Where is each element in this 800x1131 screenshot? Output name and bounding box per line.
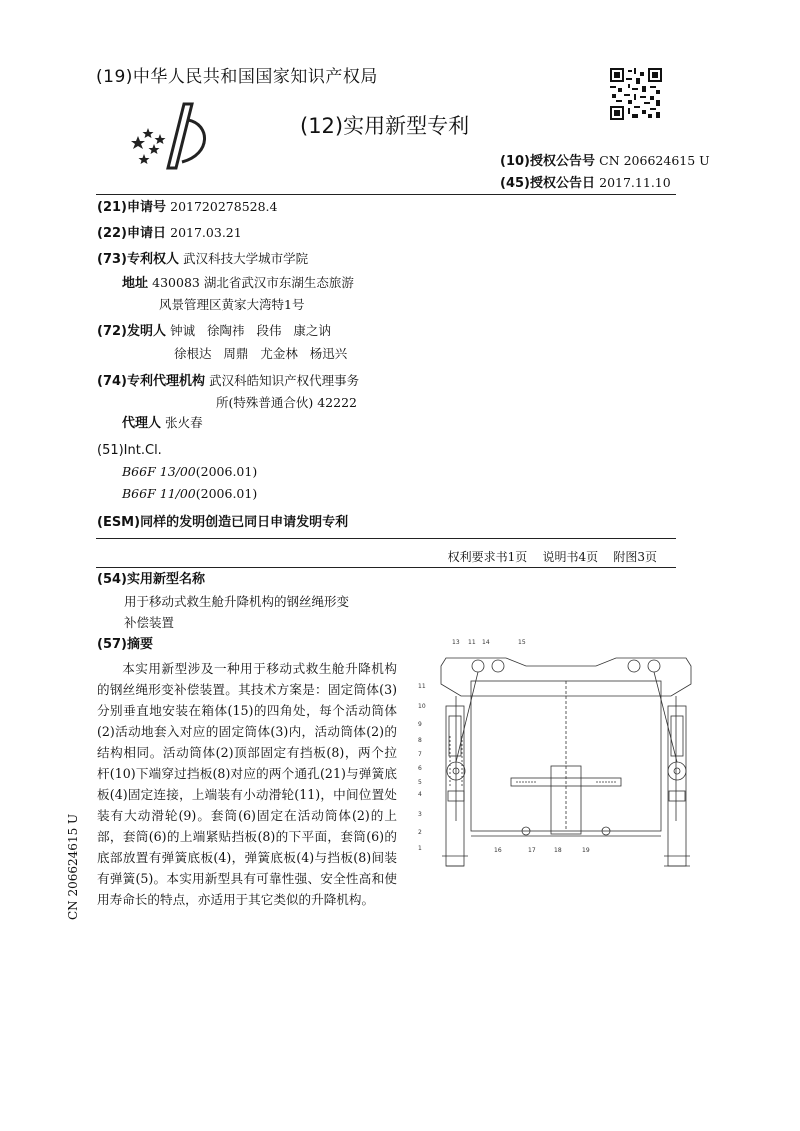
figure-label: 19: [582, 847, 590, 854]
cnipa-emblem-icon: [130, 100, 220, 170]
figure-label: 18: [554, 847, 562, 854]
patentee: (73)专利权人 武汉科技大学城市学院: [97, 251, 309, 267]
abstract-figure: [416, 636, 716, 868]
address-line2: 风景管理区黄家大湾特1号: [159, 297, 305, 312]
utility-model-title-line2: 补偿装置: [124, 615, 175, 630]
abstract-text: 本实用新型涉及一种用于移动式救生舱升降机构的钢丝绳形变补偿装置。其技术方案是：固定筒体(3)分别垂直地安装在箱体(15)的四角处，每个活动筒体(2)活动地套入对应的固定筒体(3)内，活动筒体(2)的结构相同。活动筒体(2)顶部固定有挡板(8)，两个拉杆(10)下端穿过挡板(8)对应的两个通孔(21)与弹簧底板(4)固定连接，上端装有小动滑轮(11)，中间位置处装有大动滑轮(9)。套筒(6)固定在活动筒体(2)的上部，套筒(6)的上端紧贴挡板(8)的下平面，套筒(6)的底部放置有弹簧底板(4)，弹簧底板(4)与挡板(8)间装有弹簧(5)。本实用新型具有可靠性强、安全性高和使用寿命长的特点，亦适用于其它类似的升降机构。: [97, 661, 397, 907]
utility-model-title: 用于移动式救生舱升降机构的钢丝绳形变: [124, 594, 350, 609]
figure-label: 3: [418, 811, 422, 818]
publication-date: (45)授权公告日 2017.11.10: [500, 175, 671, 191]
divider: [96, 194, 676, 195]
title-label: (54)实用新型名称: [97, 572, 205, 587]
esm-notice: (ESM)同样的发明创造已同日申请发明专利: [97, 515, 349, 530]
figure-label: 7: [418, 751, 422, 758]
application-number: (21)申请号 201720278528.4: [97, 199, 278, 215]
figure-label: 1: [418, 845, 422, 852]
figure-label: 8: [418, 737, 422, 744]
publication-number: (10)授权公告号 CN 206624615 U: [500, 153, 710, 169]
office-name: (19)中华人民共和国国家知识产权局: [96, 67, 378, 87]
figure-label: 17: [528, 847, 536, 854]
figure-label: 9: [418, 721, 422, 728]
divider: [96, 567, 676, 568]
divider: [96, 538, 676, 539]
inventors-line2: 徐根达 周鼎 尤金林 杨迅兴: [174, 346, 348, 361]
agency-line2: 所(特殊普通合伙) 42222: [216, 395, 357, 410]
figure-label: 16: [494, 847, 502, 854]
application-date: (22)申请日 2017.03.21: [97, 225, 242, 241]
inventors: (72)发明人 钟诚 徐陶祎 段伟 康之讷: [97, 323, 331, 339]
figure-label: 10: [418, 703, 426, 710]
ipc-label: (51)Int.Cl.: [97, 443, 162, 458]
figure-label: 4: [418, 791, 422, 798]
side-publication-number: CN 206624615 U: [66, 813, 80, 920]
ipc-class-2: B66F 11/00(2006.01): [122, 486, 258, 501]
agent: 代理人 张火春: [122, 415, 203, 431]
figure-label: 15: [518, 639, 526, 646]
figure-label: 14: [482, 639, 490, 646]
document-type: (12)实用新型专利: [300, 114, 470, 138]
ipc-class-1: B66F 13/00(2006.01): [122, 464, 258, 479]
figure-label: 6: [418, 765, 422, 772]
figure-label: 2: [418, 829, 422, 836]
figure-label: 11: [468, 639, 476, 646]
figure-label: 5: [418, 779, 422, 786]
agency: (74)专利代理机构 武汉科皓知识产权代理事务: [97, 373, 360, 389]
figure-label: 11: [418, 683, 426, 690]
page-counts: 权利要求书1页 说明书4页 附图3页: [447, 550, 657, 564]
abstract-label: (57)摘要: [97, 637, 153, 652]
qr-code-icon: [610, 68, 662, 120]
figure-label: 13: [452, 639, 460, 646]
address: 地址 430083 湖北省武汉市东湖生态旅游: [122, 275, 354, 291]
